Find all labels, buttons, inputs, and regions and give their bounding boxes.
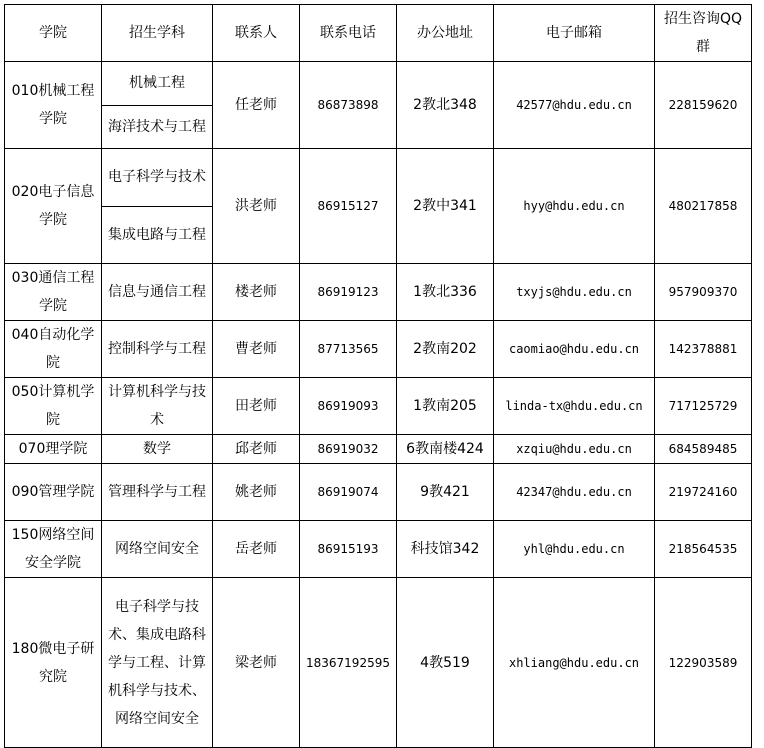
- table-row: [5, 521, 752, 578]
- contact-cell: 曹老师: [213, 321, 300, 378]
- subject-item: 计算机科学与技术: [108, 384, 206, 428]
- college-cell: 030通信工程学院: [5, 264, 102, 321]
- table-row: [5, 264, 752, 321]
- header-email: 电子邮箱: [494, 5, 655, 62]
- qq-cell: 717125729: [655, 378, 752, 435]
- phone-cell: 87713565: [300, 321, 397, 378]
- email-cell: 42347@hdu.edu.cn: [494, 464, 655, 521]
- contact-cell: 邱老师: [213, 435, 300, 464]
- table-row: [5, 149, 752, 264]
- contact-cell: 洪老师: [213, 149, 300, 264]
- phone-cell: 86919123: [300, 264, 397, 321]
- table-row: [5, 578, 752, 748]
- email-cell: hyy@hdu.edu.cn: [494, 149, 655, 264]
- qq-cell: 219724160: [655, 464, 752, 521]
- email-cell: xzqiu@hdu.edu.cn: [494, 435, 655, 464]
- phone-cell: 86915193: [300, 521, 397, 578]
- subjects-cell: [102, 321, 213, 378]
- subject-item: 网络空间安全: [115, 541, 199, 557]
- office-cell: 1教北336: [397, 264, 494, 321]
- email-cell: txyjs@hdu.edu.cn: [494, 264, 655, 321]
- phone-cell: 18367192595: [300, 578, 397, 748]
- table-row: [5, 435, 752, 464]
- email-cell: yhl@hdu.edu.cn: [494, 521, 655, 578]
- header-subjects: 招生学科: [102, 5, 213, 62]
- email-cell: linda-tx@hdu.edu.cn: [494, 378, 655, 435]
- qq-cell: 142378881: [655, 321, 752, 378]
- college-cell: 040自动化学院: [5, 321, 102, 378]
- subjects-cell: [102, 62, 213, 149]
- table-row: [5, 378, 752, 435]
- office-cell: 2教南202: [397, 321, 494, 378]
- contact-cell: 田老师: [213, 378, 300, 435]
- subject-item: 电子科学与技术: [108, 169, 206, 186]
- college-cell: 070理学院: [5, 435, 102, 464]
- contact-cell: 楼老师: [213, 264, 300, 321]
- subjects-cell: [102, 578, 213, 748]
- subjects-cell: [102, 435, 213, 464]
- phone-cell: 86919074: [300, 464, 397, 521]
- email-cell: caomiao@hdu.edu.cn: [494, 321, 655, 378]
- email-cell: 42577@hdu.edu.cn: [494, 62, 655, 149]
- subjects-cell: [102, 521, 213, 578]
- qq-cell: 218564535: [655, 521, 752, 578]
- college-cell: 090管理学院: [5, 464, 102, 521]
- subject-item: 电子科学与技术、集成电路科学与工程、计算机科学与技术、网络空间安全: [108, 598, 206, 727]
- subjects-cell: [102, 264, 213, 321]
- qq-cell: 228159620: [655, 62, 752, 149]
- contact-cell: 梁老师: [213, 578, 300, 748]
- college-cell: 010机械工程学院: [5, 62, 102, 149]
- contact-cell: 岳老师: [213, 521, 300, 578]
- contact-cell: 任老师: [213, 62, 300, 149]
- table-row: [5, 464, 752, 521]
- table-row: [5, 321, 752, 378]
- header-contact: 联系人: [213, 5, 300, 62]
- subjects-cell: [102, 378, 213, 435]
- subject-item: 管理科学与工程: [108, 484, 206, 500]
- subject-item: 集成电路与工程: [102, 206, 212, 264]
- header-qq-group: 招生咨询QQ群: [655, 5, 752, 62]
- table-row: [5, 62, 752, 149]
- header-row: [5, 5, 752, 62]
- subject-item: 机械工程: [129, 75, 185, 92]
- office-cell: 2教北348: [397, 62, 494, 149]
- qq-cell: 480217858: [655, 149, 752, 264]
- admissions-contact-table: [4, 4, 752, 748]
- college-cell: 050计算机学院: [5, 378, 102, 435]
- subject-item: 信息与通信工程: [108, 284, 206, 300]
- header-college: 学院: [5, 5, 102, 62]
- qq-cell: 684589485: [655, 435, 752, 464]
- subjects-cell: [102, 149, 213, 264]
- subjects-cell: [102, 464, 213, 521]
- college-cell: 150网络空间安全学院: [5, 521, 102, 578]
- office-cell: 9教421: [397, 464, 494, 521]
- office-cell: 4教519: [397, 578, 494, 748]
- phone-cell: 86919032: [300, 435, 397, 464]
- qq-cell: 957909370: [655, 264, 752, 321]
- subject-item: 海洋技术与工程: [102, 105, 212, 149]
- phone-cell: 86915127: [300, 149, 397, 264]
- phone-cell: 86873898: [300, 62, 397, 149]
- office-cell: 2教中341: [397, 149, 494, 264]
- header-office: 办公地址: [397, 5, 494, 62]
- email-cell: xhliang@hdu.edu.cn: [494, 578, 655, 748]
- office-cell: 科技馆342: [397, 521, 494, 578]
- subject-item: 数学: [143, 441, 171, 457]
- header-phone: 联系电话: [300, 5, 397, 62]
- subject-item: 控制科学与工程: [108, 341, 206, 357]
- phone-cell: 86919093: [300, 378, 397, 435]
- college-cell: 180微电子研究院: [5, 578, 102, 748]
- office-cell: 1教南205: [397, 378, 494, 435]
- qq-cell: 122903589: [655, 578, 752, 748]
- office-cell: 6教南楼424: [397, 435, 494, 464]
- contact-cell: 姚老师: [213, 464, 300, 521]
- college-cell: 020电子信息学院: [5, 149, 102, 264]
